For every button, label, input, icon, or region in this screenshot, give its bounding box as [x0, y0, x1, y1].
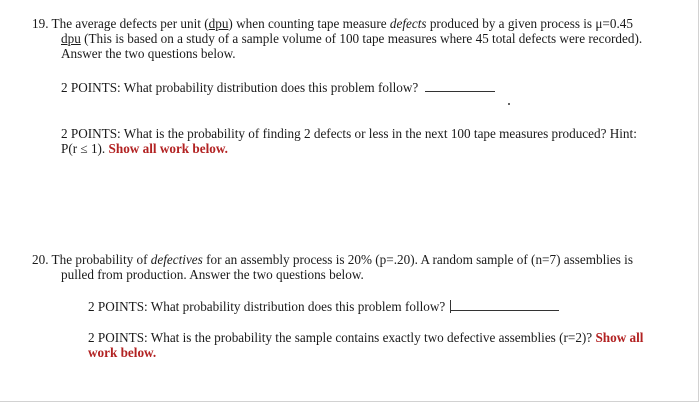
- q20-number: 20.: [32, 252, 49, 267]
- q19-part2-line2: P(r ≤ 1). Show all work below.: [61, 141, 228, 156]
- q19-line1: 19. The average defects per unit (dpu) when counting tape measure defects produced by a given process is μ=0.45: [32, 16, 633, 31]
- q20-part1: 2 POINTS: What probability distribution does this problem follow?: [88, 298, 559, 314]
- q20-show-work-label-b: work below.: [88, 345, 157, 360]
- q19-part1: 2 POINTS: What probability distribution does this problem follow?: [61, 79, 495, 95]
- q19-part2-line1: 2 POINTS: What is the probability of finding 2 defects or less in the next 100 tape measures produced? Hint:: [61, 126, 637, 141]
- q20-show-work-label-a: Show all: [595, 330, 644, 345]
- q19-line3: Answer the two questions below.: [61, 46, 236, 61]
- q19-show-work-label: Show all work below.: [108, 141, 228, 156]
- q19-number: 19.: [32, 16, 49, 31]
- q20-part2-line1: 2 POINTS: What is the probability the sample contains exactly two defective assemblies (r=2)? Show all: [88, 330, 644, 345]
- q19-line2: dpu (This is based on a study of a sample volume of 100 tape measures where 45 total defects were recorded).: [61, 31, 643, 46]
- q20-line2: pulled from production. Answer the two questions below.: [61, 267, 364, 282]
- q19-answer-blank-1[interactable]: [425, 79, 495, 92]
- q20-part2-line2: [88, 345, 156, 360]
- q20-line1: 20. The probability of defectives for an assembly process is 20% (p=.20). A random sample of (n=7) assemblies is: [32, 252, 633, 267]
- stray-dot: [508, 103, 510, 105]
- q20-answer-blank-1[interactable]: [451, 298, 559, 311]
